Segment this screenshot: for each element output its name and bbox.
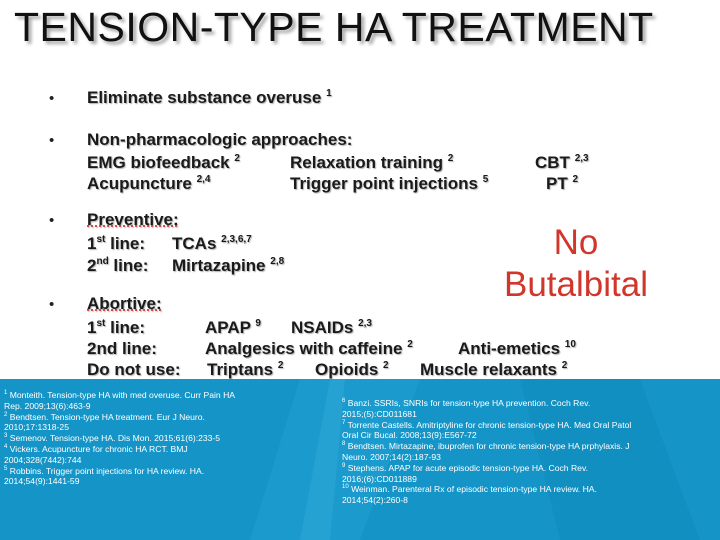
emg-text: EMG biofeedback — [87, 153, 230, 172]
reference-text: 2004;328(7442):744 — [4, 454, 82, 465]
reference-text: Torrente Castells. Amitriptyline for chronic tension-type HA. Med Oral Patol — [345, 419, 632, 430]
references-left — [4, 390, 304, 487]
emg-biofeedback — [87, 153, 240, 173]
reference-text: Rep. 2009;13(6):463-9 — [4, 400, 91, 411]
reference-text: 2015;(5):CD011681 — [342, 408, 417, 419]
reference-line — [4, 455, 304, 466]
ref-sup: 2 — [572, 174, 579, 185]
ref-sup: 1 — [326, 88, 332, 99]
reference-text: Banzi. SSRIs, SNRIs for tension-type HA prevention. Coch Rev. — [345, 398, 591, 408]
nonpharm-heading: Non-pharmacologic approaches: — [87, 130, 353, 149]
reference-text: 2014;54(2):260-8 — [342, 495, 408, 506]
relaxation-training — [290, 153, 453, 173]
ref-sup: 5 — [482, 174, 489, 185]
reference-line — [4, 433, 304, 444]
reference-text: 2014;54(9):1441-59 — [4, 476, 80, 487]
reference-text: Monteith. Tension-type HA with med overuse. Curr Pain HA — [7, 390, 236, 400]
analgesics-caffeine — [205, 339, 413, 359]
anti-emetics — [458, 339, 576, 359]
tcas — [172, 234, 252, 254]
ref-sup: 2 — [277, 360, 284, 371]
reference-number: 9 — [342, 462, 346, 469]
ordinal-number: 1 — [87, 318, 97, 337]
reference-number: 6 — [342, 398, 346, 404]
ref-sup: 2,3 — [358, 318, 372, 329]
bullet-dot: • — [49, 296, 55, 313]
ordinal-suffix: st — [96, 318, 106, 329]
preventive-heading: Preventive: — [87, 210, 179, 229]
reference-text: Robbins. Trigger point injections for HA review. HA. — [7, 465, 205, 476]
reference-number: 2 — [4, 411, 8, 418]
reference-text: Bendtsen. Tension-type HA treatment. Eur J Neuro. — [7, 411, 205, 422]
opioids — [315, 360, 389, 380]
reference-line — [342, 452, 712, 463]
ref-sup: 2 — [447, 153, 454, 164]
mirtazapine — [172, 256, 284, 276]
relax-text: Relaxation training — [290, 153, 444, 172]
line-label: line: — [108, 256, 149, 275]
ref-sup: 2 — [407, 339, 413, 350]
bullet-dot: • — [49, 212, 55, 229]
references-band — [0, 379, 720, 540]
reference-number: 10 — [342, 484, 349, 491]
no-butalbital-callout — [486, 222, 666, 306]
preventive-second-line — [87, 256, 148, 276]
reference-line — [342, 484, 712, 495]
reference-line — [4, 422, 304, 433]
tcas-text: TCAs — [172, 234, 217, 253]
reference-line — [4, 412, 304, 423]
reference-line — [342, 495, 712, 506]
reference-line — [4, 401, 304, 412]
line-label: line: — [105, 234, 146, 253]
reference-text: 2010;17:1318-25 — [4, 422, 69, 433]
abortive-first-line — [87, 318, 145, 338]
reference-text: Bendtsen. Mirtazapine, ibuprofen for chronic tension-type HA prphylaxis. J — [345, 441, 630, 452]
cbt-text: CBT — [535, 153, 570, 172]
nsaids-text: NSAIDs — [291, 318, 354, 337]
references-right — [342, 398, 712, 506]
muscle-relaxants — [420, 360, 567, 380]
bullet-dot: • — [49, 132, 55, 149]
reference-number: 1 — [4, 390, 8, 396]
reference-text: 2016;(6):CD011889 — [342, 473, 417, 484]
ref-sup: 2,4 — [196, 174, 211, 185]
reference-text: Oral Cir Bucal. 2008;13(9):E567-72 — [342, 430, 477, 441]
ref-sup: 2 — [561, 360, 568, 371]
reference-number: 3 — [4, 433, 8, 440]
reference-line — [4, 390, 304, 401]
slide-title: TENSION-TYPE HA TREATMENT — [14, 4, 654, 50]
reference-text: Neuro. 2007;14(2):187-93 — [342, 451, 441, 462]
bullet-dot: • — [49, 90, 55, 107]
ref-sup: 2,8 — [270, 256, 285, 267]
analgesics-text: Analgesics with caffeine — [205, 339, 403, 358]
triptans-text: Triptans — [207, 360, 274, 379]
callout-line1: No — [553, 223, 599, 262]
reference-text: Vickers. Acupuncture for chronic HA RCT. BMJ — [7, 443, 188, 454]
pt — [546, 174, 578, 194]
reference-number: 4 — [4, 443, 8, 450]
ref-sup: 2 — [234, 153, 240, 164]
opioids-text: Opioids — [315, 360, 379, 379]
reference-line — [4, 476, 304, 487]
trigger-text: Trigger point injections — [290, 174, 478, 193]
ordinal-suffix: nd — [96, 256, 109, 267]
nsaids — [291, 318, 372, 338]
reference-line — [342, 420, 712, 431]
reference-text: Weinman. Parenteral Rx of episodic tension-type HA review. HA. — [348, 484, 597, 495]
reference-number: 7 — [342, 419, 346, 426]
reference-line — [342, 430, 712, 441]
apap-text: APAP — [205, 318, 251, 337]
ordinal-number: 1 — [87, 234, 97, 253]
ref-sup: 2,3,6,7 — [221, 234, 252, 245]
antiemetics-text: Anti-emetics — [458, 339, 561, 358]
ordinal-number: 2 — [87, 256, 97, 275]
reference-line — [4, 466, 304, 477]
reference-line — [342, 463, 712, 474]
reference-line — [342, 474, 712, 485]
callout-line2: Butalbital — [504, 265, 648, 304]
triptans — [207, 360, 283, 380]
line-label: line: — [105, 318, 146, 337]
abortive-second-line: 2nd line: — [87, 339, 157, 358]
reference-text: Semenov. Tension-type HA. Dis Mon. 2015;61(6):233-5 — [7, 433, 221, 444]
ref-sup: 2 — [383, 360, 389, 371]
trigger-point-injections — [290, 174, 488, 194]
bullet-substance-overuse — [87, 88, 332, 108]
reference-number: 5 — [4, 465, 8, 472]
preventive-first-line — [87, 234, 145, 254]
reference-line — [4, 444, 304, 455]
reference-text: Stephens. APAP for acute episodic tension-type HA. Coch Rev. — [345, 462, 589, 473]
ordinal-suffix: st — [96, 234, 106, 245]
apap — [205, 318, 261, 338]
reference-line — [342, 398, 712, 409]
acupuncture — [87, 174, 210, 194]
do-not-use-label: Do not use: — [87, 360, 181, 379]
ref-sup: 10 — [564, 339, 576, 350]
abortive-heading: Abortive: — [87, 294, 162, 313]
acu-text: Acupuncture — [87, 174, 192, 193]
reference-line — [342, 441, 712, 452]
substance-overuse-text: Eliminate substance overuse — [87, 88, 322, 107]
cbt — [535, 153, 589, 173]
muscle-text: Muscle relaxants — [420, 360, 558, 379]
reference-number: 8 — [342, 441, 346, 448]
reference-line — [342, 409, 712, 420]
pt-text: PT — [546, 174, 568, 193]
mirtazapine-text: Mirtazapine — [172, 256, 266, 275]
ref-sup: 9 — [255, 318, 261, 329]
ref-sup: 2,3 — [574, 153, 589, 164]
